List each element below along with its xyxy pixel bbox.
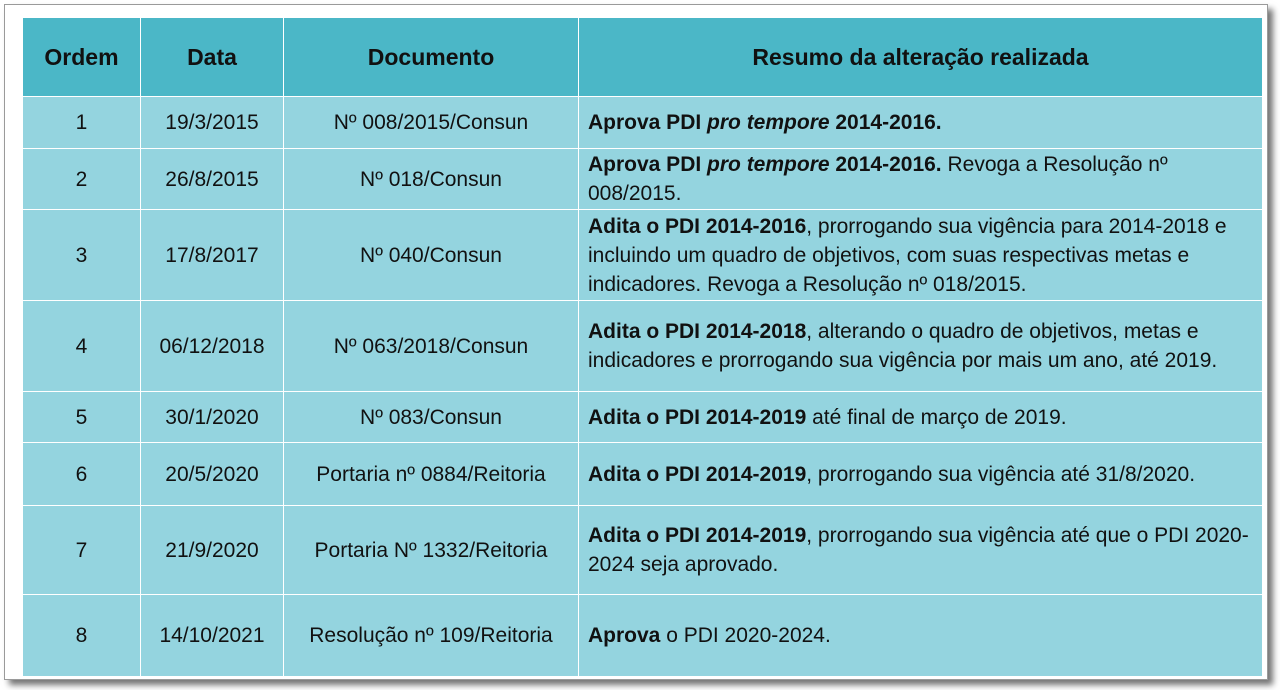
cell-ordem: 1: [23, 97, 141, 149]
cell-resumo: [579, 392, 1263, 443]
cell-data: 26/8/2015: [141, 149, 284, 210]
header-resumo: Resumo da alteração realizada: [579, 18, 1263, 97]
table-row: [23, 595, 1263, 677]
resumo-bold: Adita o PDI 2014-2016: [588, 214, 807, 238]
table-header-row: [23, 18, 1263, 97]
resumo-rest: até final de março de 2019.: [806, 405, 1067, 429]
resumo-rest: , prorrogando sua vigência para 2014-2018 e incluindo um quadro de objetivos, com suas respectivas metas e indicadores. Revoga a Resolução nº 018/2015.: [588, 214, 1227, 296]
cell-resumo: [579, 301, 1263, 392]
cell-data: 30/1/2020: [141, 392, 284, 443]
resumo-rest: Revoga a Resolução nº 008/2015.: [588, 153, 1168, 205]
table-row: [23, 210, 1263, 301]
cell-resumo: [579, 595, 1263, 677]
resumo-bold: Adita o PDI 2014-2019: [588, 462, 807, 486]
cell-documento: Portaria Nº 1332/Reitoria: [284, 506, 579, 595]
cell-ordem: 5: [23, 392, 141, 443]
header-documento: Documento: [284, 18, 579, 97]
resumo-rest: , alterando o quadro de objetivos, metas e indicadores e prorrogando sua vigência por mais um ano, até 2019.: [588, 320, 1218, 372]
table-row: [23, 149, 1263, 210]
cell-documento: Nº 008/2015/Consun: [284, 97, 579, 149]
resumo-bold-italic: pro tempore: [707, 153, 830, 176]
resumo-bold-end: 2014-2016.: [829, 153, 942, 176]
cell-ordem: 8: [23, 595, 141, 677]
resumo-rest: , prorrogando sua vigência até que o PDI 2020-2024 seja aprovado.: [588, 524, 1249, 576]
cell-resumo: [579, 506, 1263, 595]
cell-resumo: [579, 149, 1263, 210]
cell-data: 20/5/2020: [141, 443, 284, 506]
table-row: [23, 301, 1263, 392]
table-row: [23, 392, 1263, 443]
cell-documento: Nº 018/Consun: [284, 149, 579, 210]
cell-documento: Nº 040/Consun: [284, 210, 579, 301]
cell-data: 17/8/2017: [141, 210, 284, 301]
cell-ordem: 3: [23, 210, 141, 301]
cell-documento: Portaria nº 0884/Reitoria: [284, 443, 579, 506]
resumo-bold: Adita o PDI 2014-2019: [588, 405, 807, 429]
table-row: [23, 506, 1263, 595]
resumo-bold: Aprova PDI: [588, 111, 708, 134]
cell-data: 14/10/2021: [141, 595, 284, 677]
table-row: [23, 97, 1263, 149]
cell-data: 21/9/2020: [141, 506, 284, 595]
pdi-changes-table: [22, 17, 1263, 677]
resumo-rest: o PDI 2020-2024.: [660, 624, 831, 647]
cell-resumo: [579, 443, 1263, 506]
cell-ordem: 7: [23, 506, 141, 595]
resumo-bold: Aprova: [588, 624, 661, 647]
cell-data: 06/12/2018: [141, 301, 284, 392]
resumo-bold: Adita o PDI 2014-2019: [588, 524, 807, 547]
table-row: [23, 443, 1263, 506]
cell-resumo: [579, 210, 1263, 301]
resumo-rest: , prorrogando sua vigência até 31/8/2020.: [806, 462, 1196, 486]
cell-documento: Nº 063/2018/Consun: [284, 301, 579, 392]
resumo-bold: Adita o PDI 2014-2018: [588, 320, 807, 343]
cell-documento: Nº 083/Consun: [284, 392, 579, 443]
cell-ordem: 2: [23, 149, 141, 210]
resumo-bold: Aprova PDI: [588, 153, 708, 176]
cell-data: 19/3/2015: [141, 97, 284, 149]
cell-ordem: 6: [23, 443, 141, 506]
header-ordem: Ordem: [23, 18, 141, 97]
cell-documento: Resolução nº 109/Reitoria: [284, 595, 579, 677]
resumo-bold-italic: pro tempore: [707, 111, 830, 134]
cell-ordem: 4: [23, 301, 141, 392]
document-frame: [4, 4, 1268, 680]
cell-resumo: [579, 97, 1263, 149]
header-data: Data: [141, 18, 284, 97]
resumo-bold-end: 2014-2016.: [829, 111, 942, 134]
